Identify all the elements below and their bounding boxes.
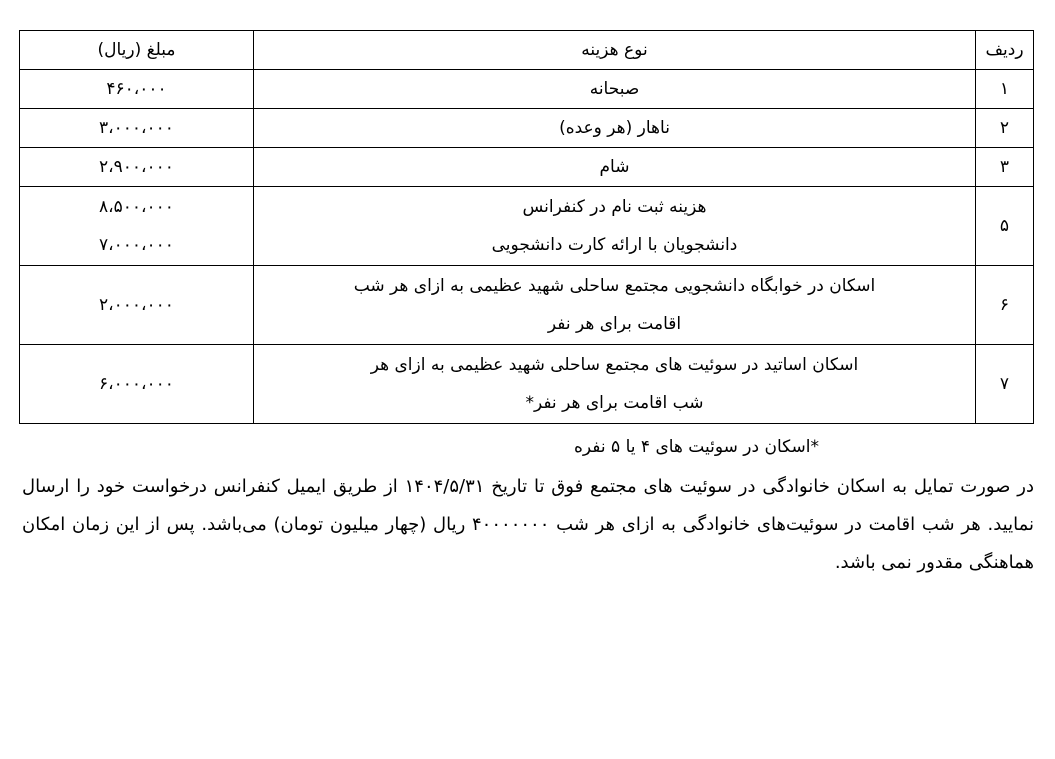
table-row — [20, 266, 1034, 345]
fee-amount: ۲،۹۰۰،۰۰۰ — [20, 148, 254, 187]
row-number: ۲ — [976, 109, 1034, 148]
fee-amount-line: ۷،۰۰۰،۰۰۰ — [99, 235, 174, 255]
fee-amount: ۲،۰۰۰،۰۰۰ — [20, 266, 254, 345]
fee-type-line: هزینه ثبت نام در کنفرانس — [522, 197, 707, 217]
fee-type-line: اسکان در خوابگاه دانشجویی مجتمع ساحلی شهید عظیمی به ازای هر شب — [353, 276, 876, 296]
table-row — [20, 109, 1034, 148]
fee-type: ناهار (هر وعده) — [254, 109, 976, 148]
info-paragraph: در صورت تمایل به اسکان خانوادگی در سوئیت های مجتمع فوق تا تاریخ ۱۴۰۴/۵/۳۱ از طریق ایمیل کنفرانس درخواست خود را ارسال نمایید. هر شب اقامت در سوئیت‌های خانوادگی به ازای هر شب ۴۰۰۰۰۰۰۰ ریال (چهار میلیون تومان) می‌باشد. پس از این زمان امکان هماهنگی مقدور نمی باشد. — [22, 476, 1034, 573]
fee-type — [254, 345, 976, 424]
fee-amount-line: ۸،۵۰۰،۰۰۰ — [99, 197, 174, 217]
document — [20, 30, 1034, 582]
fee-type — [254, 266, 976, 345]
table-row — [20, 187, 1034, 266]
table-row — [20, 70, 1034, 109]
footnote: *اسکان در سوئیت های ۴ یا ۵ نفره — [574, 437, 819, 457]
header-amount: مبلغ (ریال) — [20, 31, 254, 70]
table-header-row — [20, 31, 1034, 70]
row-number: ۵ — [976, 187, 1034, 266]
fee-amount: ۶،۰۰۰،۰۰۰ — [20, 345, 254, 424]
row-number: ۶ — [976, 266, 1034, 345]
fee-table — [19, 30, 1034, 424]
fee-type: صبحانه — [254, 70, 976, 109]
fee-amount — [20, 187, 254, 266]
header-row-number: ردیف — [976, 31, 1034, 70]
fee-type — [254, 187, 976, 266]
header-fee-type: نوع هزینه — [254, 31, 976, 70]
fee-amount: ۳،۰۰۰،۰۰۰ — [20, 109, 254, 148]
fee-type-line: دانشجویان با ارائه کارت دانشجویی — [491, 235, 738, 255]
fee-type-line: اقامت برای هر نفر — [547, 314, 682, 334]
fee-type: شام — [254, 148, 976, 187]
row-number: ۱ — [976, 70, 1034, 109]
table-row — [20, 345, 1034, 424]
fee-type-line: اسکان اساتید در سوئیت های مجتمع ساحلی شهید عظیمی به ازای هر — [370, 355, 859, 375]
fee-type-line: شب اقامت برای هر نفر* — [525, 393, 704, 413]
row-number: ۷ — [976, 345, 1034, 424]
table-row — [20, 148, 1034, 187]
fee-amount: ۴۶۰،۰۰۰ — [20, 70, 254, 109]
row-number: ۳ — [976, 148, 1034, 187]
